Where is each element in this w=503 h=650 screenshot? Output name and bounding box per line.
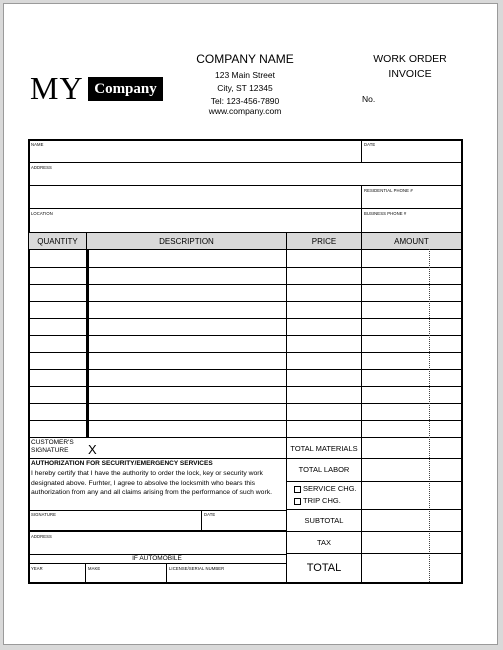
form-bottom-border [28, 582, 463, 584]
doc-title-line2: INVOICE [388, 68, 432, 80]
auth-address-field[interactable]: ADDRESS [31, 534, 52, 539]
company-website: www.company.com [208, 106, 282, 116]
auth-date-field[interactable]: DATE [204, 512, 216, 517]
residential-phone-field[interactable]: RESIDENTIAL PHONE # [364, 188, 413, 193]
amount-cents-divider [429, 249, 430, 582]
name-field[interactable]: NAME [31, 142, 44, 147]
header-description: DESCRIPTION [159, 237, 214, 246]
logo-company: Company [88, 77, 163, 101]
company-street: 123 Main Street [214, 70, 275, 80]
doc-title-line1: WORK ORDER [373, 53, 447, 65]
trip-charge-option[interactable]: TRIP CHG. [294, 496, 341, 505]
service-charge-option[interactable]: SERVICE CHG. [294, 484, 357, 493]
form-right-border [461, 139, 463, 584]
company-name: COMPANY NAME [196, 52, 294, 66]
authorization-text: I hereby certify that I have the authority to order the lock, key or security work designated above. Furhter, I agree to absolve the locksmith who bears this authorization from any and all claims arising from the performance of such work. [31, 470, 273, 497]
header-price: PRICE [311, 237, 337, 246]
trip-charge-checkbox[interactable] [294, 498, 301, 505]
logo-my: MY [30, 70, 84, 106]
table-row [28, 369, 462, 370]
table-row [28, 301, 462, 302]
tax-label: TAX [316, 538, 332, 547]
make-field[interactable]: MAKE [88, 566, 101, 571]
company-city: City, ST 12345 [217, 83, 273, 93]
company-phone: Tel: 123-456-7890 [210, 96, 280, 106]
customer-signature-label: CUSTOMER'S SIGNATURE [31, 439, 74, 454]
table-row [28, 318, 462, 319]
form-top-border [28, 139, 463, 141]
date-field[interactable]: DATE [364, 142, 376, 147]
header-quantity: QUANTITY [37, 237, 78, 246]
table-row [28, 420, 462, 421]
customer-signature-field[interactable]: X [88, 442, 97, 457]
table-row [28, 335, 462, 336]
business-phone-field[interactable]: BUSINESS PHONE # [364, 211, 407, 216]
table-row [28, 267, 462, 268]
authorization-title: AUTHORIZATION FOR SECURITY/EMERGENCY SERVICES [31, 460, 213, 467]
if-automobile-label: IF AUTOMOBILE [132, 555, 182, 562]
subtotal-label: SUBTOTAL [304, 516, 344, 525]
license-serial-field[interactable]: LICENSE/SERIAL NUMBER [169, 566, 225, 571]
total-label: TOTAL [306, 562, 342, 574]
invoice-number-label: No. [362, 94, 376, 104]
form-left-border [28, 139, 30, 584]
total-labor-label: TOTAL LABOR [298, 465, 350, 474]
table-row [28, 437, 462, 438]
location-field[interactable]: LOCATION [31, 211, 53, 216]
table-row [28, 284, 462, 285]
address-field[interactable]: ADDRESS [31, 165, 52, 170]
service-charge-checkbox[interactable] [294, 486, 301, 493]
total-materials-label: TOTAL MATERIALS [290, 444, 358, 453]
table-row [28, 403, 462, 404]
year-field[interactable]: YEAR [31, 566, 43, 571]
signature-field[interactable]: SIGNATURE [31, 512, 57, 517]
table-row [28, 386, 462, 387]
table-row [28, 352, 462, 353]
header-amount: AMOUNT [394, 237, 429, 246]
